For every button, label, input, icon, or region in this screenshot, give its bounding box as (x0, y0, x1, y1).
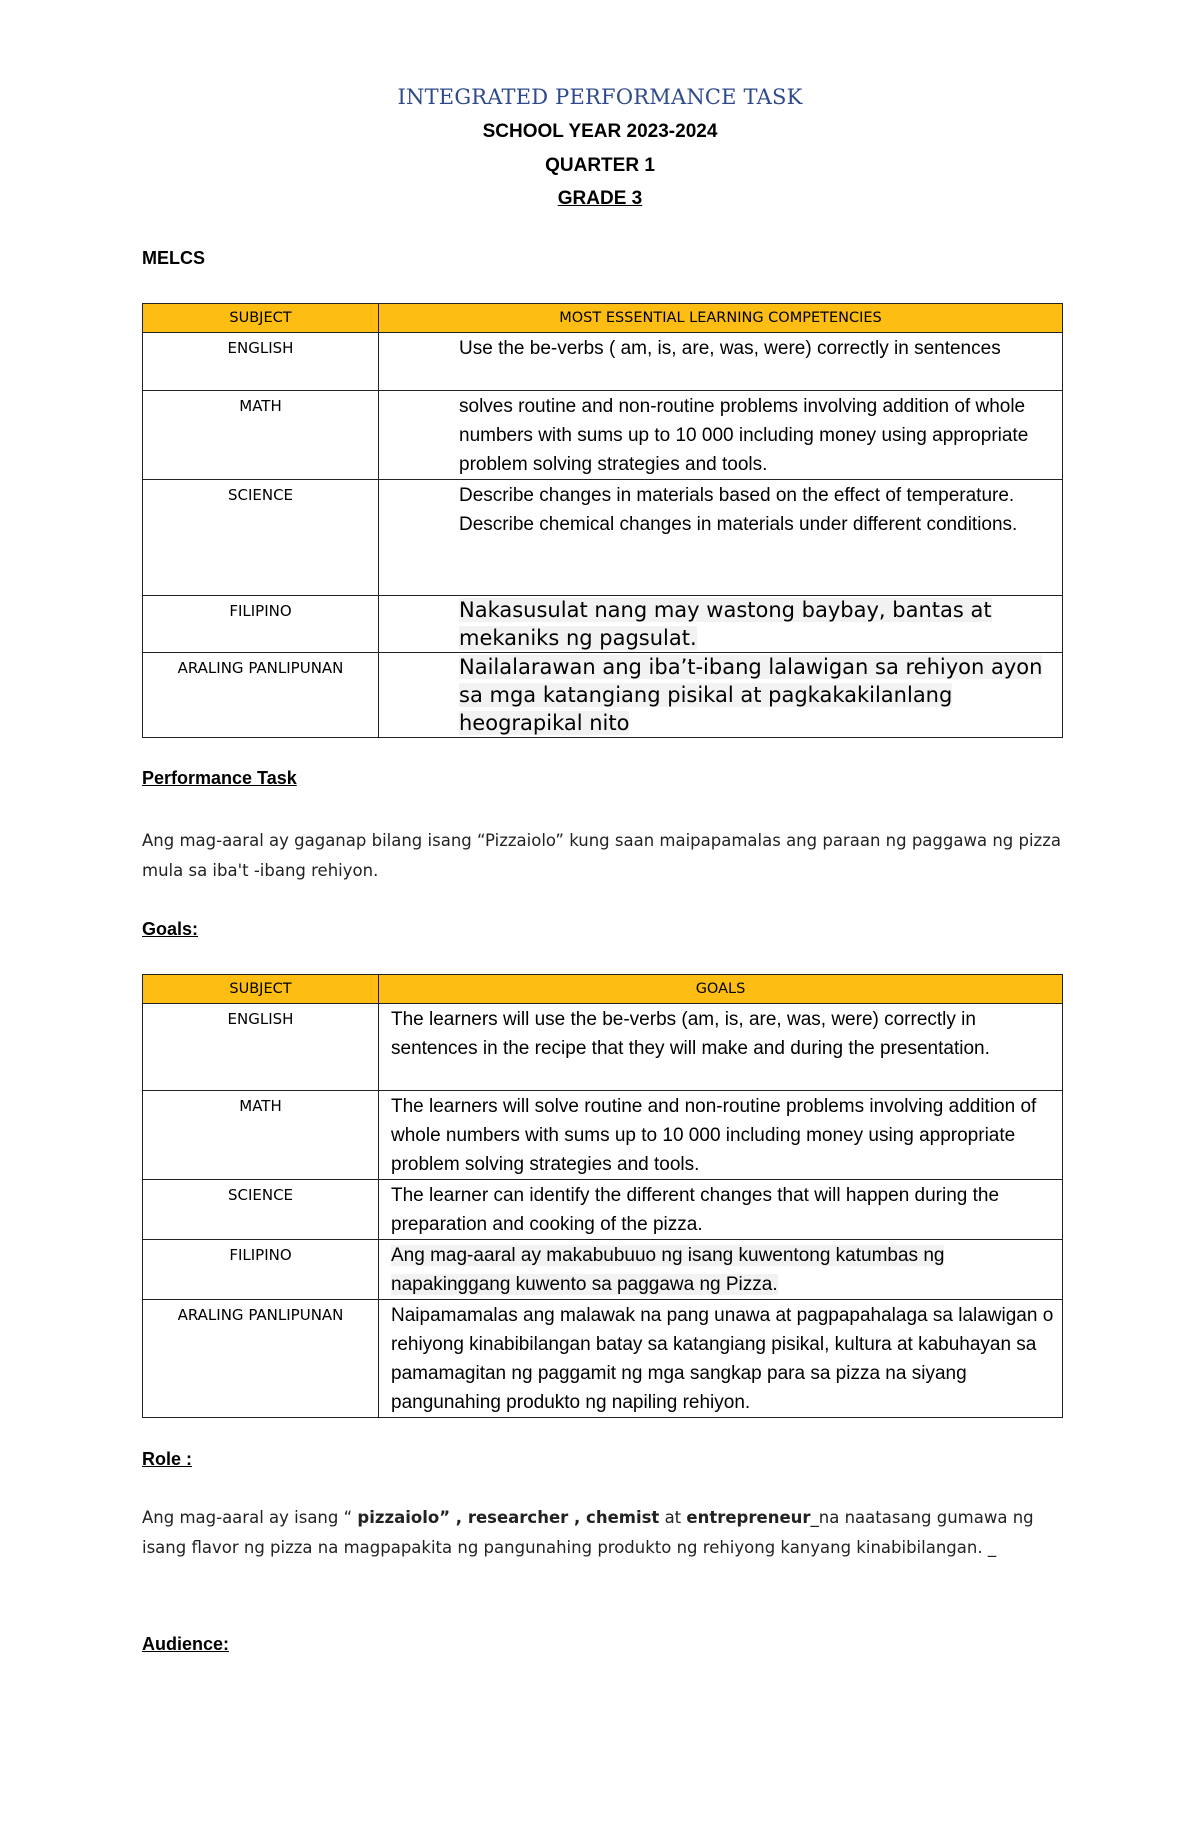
goal-cell: The learners will solve routine and non-routine problems involving addition of whole numbers with sums up to 10 000 including money using appropriate problem solving strategies and tools. (379, 1091, 1063, 1180)
goal-cell: The learner can identify the different changes that will happen during the preparation and cooking of the pizza. (379, 1180, 1063, 1240)
role-entrepreneur: entrepreneur (686, 1508, 811, 1527)
competency-cell (379, 480, 1063, 596)
table-row (143, 1004, 1063, 1091)
document-title: INTEGRATED PERFORMANCE TASK (397, 85, 803, 109)
audience-heading: Audience: (142, 1634, 230, 1654)
melcs-header-row (143, 304, 1063, 333)
school-year: SCHOOL YEAR 2023-2024 (482, 121, 718, 142)
goals-heading: Goals: (142, 919, 199, 939)
table-row (143, 1240, 1063, 1300)
grade-label: GRADE 3 (557, 188, 643, 209)
role-text-part: at (659, 1508, 687, 1527)
performance-task-text: Ang mag-aaral ay gaganap bilang isang “Pizzaiolo” kung saan maipapamalas ang paraan ng paggawa ng pizza mula sa iba't -ibang rehiyon. (142, 831, 1061, 880)
melcs-table (142, 303, 1063, 738)
column-header-goals: GOALS (379, 975, 1063, 1004)
role-heading: Role : (142, 1449, 193, 1469)
role-text-part: , (568, 1508, 587, 1527)
competency-cell: solves routine and non-routine problems involving addition of whole numbers with sums up to 10 000 including money using appropriate problem solving strategies and tools. (379, 391, 1063, 480)
goal-text: Ang mag-aaral ay makabubuuo ng isang kuwentong katumbas ng napakinggang kuwento sa paggawa ng Pizza. (391, 1245, 945, 1295)
subject-cell: ARALING PANLIPUNAN (143, 1300, 379, 1418)
goal-cell: Naipamamalas ang malawak na pang unawa at pagpapahalaga sa lalawigan o rehiyong kinabibilangan batay sa katangiang pisikal, kultura at kabuhayan sa pamamagitan ng paggamit ng mga sangkap para sa pizza na siyang pangunahing produkto ng napiling rehiyon. (379, 1300, 1063, 1418)
table-row (143, 480, 1063, 596)
quarter-label: QUARTER 1 (545, 155, 655, 176)
subject-cell: MATH (143, 391, 379, 480)
competency-cell (379, 596, 1063, 653)
subject-cell: ENGLISH (143, 1004, 379, 1091)
table-row (143, 1300, 1063, 1418)
subject-cell: MATH (143, 1091, 379, 1180)
competency-cell: Use the be-verbs ( am, is, are, was, were) correctly in sentences (379, 333, 1063, 391)
subject-cell: ARALING PANLIPUNAN (143, 653, 379, 738)
column-header-subject: SUBJECT (143, 975, 379, 1004)
role-text-part: _na naatasang gumawa ng isang flavor ng pizza na magpapakita ng pangunahing produkto ng rehiyong kanyang kinabibilangan. _ (142, 1508, 1034, 1557)
subject-cell: SCIENCE (143, 480, 379, 596)
role-researcher: researcher (467, 1508, 569, 1527)
role-text-part: ” , (439, 1508, 468, 1527)
performance-task-heading: Performance Task (142, 768, 297, 788)
subject-cell: SCIENCE (143, 1180, 379, 1240)
competency-line: Describe chemical changes in materials under different conditions. (459, 514, 1018, 535)
competency-cell (379, 653, 1063, 738)
table-row (143, 391, 1063, 480)
goals-table (142, 974, 1063, 1418)
goals-header-row (143, 975, 1063, 1004)
role-text-part: Ang mag-aaral ay isang “ (142, 1508, 358, 1527)
goal-cell: The learners will use the be-verbs (am, is, are, was, were) correctly in sentences in the recipe that they will make and during the presentation. (379, 1004, 1063, 1091)
table-row (143, 333, 1063, 391)
role-chemist: chemist (586, 1508, 660, 1527)
subject-cell: FILIPINO (143, 596, 379, 653)
role-pizzaiolo: pizzaiolo (357, 1508, 440, 1527)
melcs-heading: MELCS (142, 248, 205, 268)
subject-cell: ENGLISH (143, 333, 379, 391)
column-header-competencies: MOST ESSENTIAL LEARNING COMPETENCIES (379, 304, 1063, 333)
goal-cell (379, 1240, 1063, 1300)
column-header-subject: SUBJECT (143, 304, 379, 333)
competency-text: Nakasusulat nang may wastong baybay, bantas at mekaniks ng pagsulat. (459, 598, 992, 650)
competency-text: Nailalarawan ang iba’t-ibang lalawigan sa rehiyon ayon sa mga katangiang pisikal at pagkakakilanlang heograpikal nito (459, 655, 1043, 735)
table-row (143, 596, 1063, 653)
subject-cell: FILIPINO (143, 1240, 379, 1300)
table-row (143, 1180, 1063, 1240)
competency-line: Describe changes in materials based on the effect of temperature. (459, 485, 1015, 506)
table-row (143, 653, 1063, 738)
role-text (142, 1503, 1062, 1563)
table-row (143, 1091, 1063, 1180)
